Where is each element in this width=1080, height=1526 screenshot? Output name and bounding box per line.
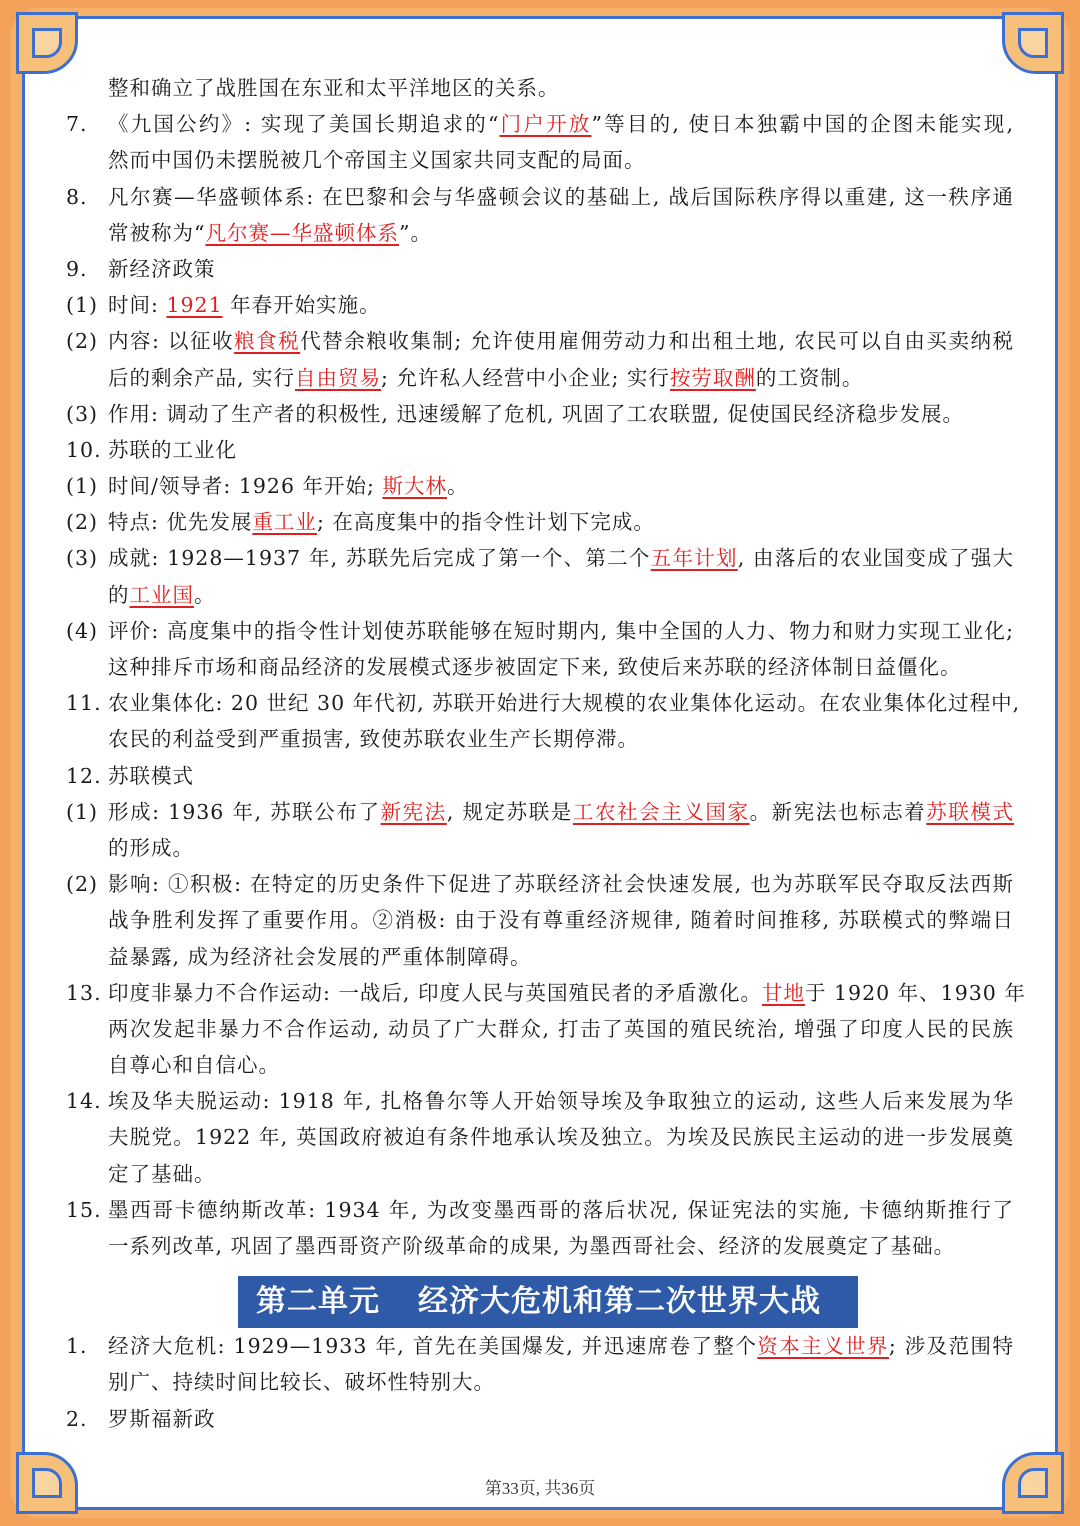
text-line [66,323,1014,359]
text-line [66,396,1014,432]
text-run: 时间/领导者: 1926 年开始; [108,474,383,499]
item-number: (3) [66,401,99,426]
line-text [108,1083,1014,1119]
line-text [108,866,1014,902]
text-line [66,1119,1014,1155]
text-line [66,758,1014,794]
item-number: 11. [66,691,102,716]
text-run: 成就: 1928—1937 年, 苏联先后完成了第一个、第二个 [108,546,651,571]
line-text [108,577,216,613]
line-text [108,758,194,794]
item-number: (4) [66,618,99,643]
line-text [108,1192,1014,1228]
text-run: 。 [446,474,469,499]
text-run: , 由落后的农业国变成了强大 [737,546,1014,571]
item-number: (2) [66,872,99,897]
text-run: 常被称为“ [108,220,206,245]
key-term: 新宪法 [380,799,447,824]
text-line [66,685,1021,721]
text-line [66,902,1014,938]
text-run: 代替余粮收集制; 允许使用雇佣劳动力和出租土地, 农民可以自由买卖纳税 [300,329,1014,354]
text-run: 年春开始实施。 [222,293,381,318]
document-body [66,70,1026,1437]
text-run: 时间: [108,293,167,318]
text-run: 两次发起非暴力不合作运动, 动员了广大群众, 打击了英国的殖民统治, 增强了印度人民的民族 [108,1016,1014,1041]
text-run: 凡尔赛—华盛顿体系: 在巴黎和会与华盛顿会议的基础上, 战后国际秩序得以重建, 这一秩序通 [108,184,1014,209]
text-run: 的形成。 [108,835,194,860]
item-number: 8. [66,184,88,209]
text-run: 后的剩余产品, 实行 [108,365,296,390]
item-number: 12. [66,763,102,788]
key-term: 工业国 [129,582,194,607]
text-run: 苏联的工业化 [108,437,237,462]
text-line [66,468,1014,504]
text-run: 经济大危机: 1929—1933 年, 首先在美国爆发, 并迅速席卷了整个 [108,1334,758,1359]
key-term: 自由贸易 [295,365,382,390]
text-line [66,287,1014,323]
text-line [66,179,1014,215]
text-line [66,1083,1014,1119]
text-run: 埃及华夫脱运动: 1918 年, 扎格鲁尔等人开始领导埃及争取独立的运动, 这些人后来发展为华 [108,1089,1014,1114]
line-text [108,142,646,178]
line-text [108,975,1026,1011]
item-number: (3) [66,546,99,571]
item-number: 14. [66,1089,102,1114]
item-number: 10. [66,437,102,462]
text-line [66,830,1014,866]
key-term: 工农社会主义国家 [572,799,750,824]
page-footer: 第33页, 共36页 [484,1479,596,1498]
line-text [108,106,1014,142]
key-term: 凡尔赛—华盛顿体系 [205,220,399,245]
unit-title: 经济大危机和第二次世界大战 [418,1284,821,1320]
text-run: 内容: 以征收 [108,329,235,354]
text-line [66,866,1014,902]
text-run: 作用: 调动了生产者的积极性, 迅速缓解了危机, 巩固了工农联盟, 促使国民经济稳步发展。 [108,401,965,426]
line-text [108,649,962,685]
unit-banner-wrap [66,1264,1014,1328]
text-line [66,1228,1014,1264]
line-text [108,360,863,396]
text-line [66,360,1014,396]
item-number: (2) [66,329,99,354]
key-term: 门户开放 [499,112,592,137]
unit-number: 第二单元 [256,1284,380,1320]
line-text [108,613,1014,649]
item-number: 9. [66,256,88,281]
text-line [66,251,1014,287]
line-text [108,1401,216,1437]
text-run: 新经济政策 [108,256,216,281]
text-line [66,649,1014,685]
key-term: 甘地 [761,980,805,1005]
item-number: 1. [66,1334,88,1359]
text-run: 苏联模式 [108,763,194,788]
text-line [66,1328,1014,1364]
line-text [108,1047,280,1083]
text-run: 《九国公约》: 实现了美国长期追求的“ [108,112,500,137]
text-line [66,577,1014,613]
key-term: 斯大林 [382,474,447,499]
text-run: 。新宪法也标志着 [749,799,927,824]
text-run: ”。 [398,220,432,245]
text-line [66,613,1014,649]
key-term: 苏联模式 [926,799,1015,824]
line-text [108,902,1014,938]
line-text [108,685,1021,721]
item-number: 13. [66,980,102,1005]
text-run: 农民的利益受到严重损害, 致使苏联农业生产长期停滞。 [108,727,640,752]
line-text [108,540,1014,576]
text-run: 评价: 高度集中的指令性计划使苏联能够在短时期内, 集中全国的人力、物力和财力实现工业化; [108,618,1014,643]
text-run: 墨西哥卡德纳斯改革: 1934 年, 为改变墨西哥的落后状况, 保证宪法的实施, 卡德纳斯推行了 [108,1197,1014,1222]
text-run: 整和确立了战胜国在东亚和太平洋地区的关系。 [108,76,560,100]
line-text [108,70,560,106]
text-run: 战争胜利发挥了重要作用。②消极: 由于没有尊重经济规律, 随着时间推移, 苏联模式的弊端日 [108,908,1014,933]
section-unit-two [66,1328,1014,1437]
text-line [66,106,1014,142]
unit-banner [238,1276,858,1328]
line-text [108,939,532,975]
item-number: (2) [66,510,99,535]
text-run: 影响: ①积极: 在特定的历史条件下促进了苏联经济社会快速发展, 也为苏联军民夺取反法西斯 [108,872,1014,897]
text-run: , 规定苏联是 [446,799,573,824]
line-text [108,1156,216,1192]
text-line [66,794,1014,830]
line-text [108,287,381,323]
line-text [108,432,237,468]
key-term: 重工业 [252,510,317,535]
line-text [108,830,194,866]
text-run: 形成: 1936 年, 苏联公布了 [108,799,381,824]
line-text [108,1328,1014,1364]
text-run: 然而中国仍未摆脱被几个帝国主义国家共同支配的局面。 [108,148,646,173]
line-text [108,396,964,432]
text-line [66,1401,1014,1437]
text-run: ; 涉及范围特 [888,1334,1014,1359]
text-run: 的 [108,582,130,607]
text-run: 别广、持续时间比较长、破坏性特别大。 [108,1370,495,1395]
text-line [66,70,1014,106]
text-line [66,215,1014,251]
text-run: 自尊心和自信心。 [108,1053,280,1078]
line-text [108,468,468,504]
text-run: 。 [194,582,216,607]
text-run: 定了基础。 [108,1161,216,1186]
text-line [66,142,1014,178]
line-text [108,504,655,540]
text-line [66,540,1014,576]
text-run: ”等目的, 使日本独霸中国的企图未能实现, [591,112,1014,137]
text-run: 这种排斥市场和商品经济的发展模式逐步被固定下来, 致使后来苏联的经济体制日益僵化。 [108,655,962,679]
text-run: 夫脱党。1922 年, 英国政府被迫有条件地承认埃及独立。为埃及民族民主运动的进一步发展奠 [108,1125,1014,1150]
item-number: (1) [66,474,99,499]
line-text [108,179,1014,215]
text-line [66,939,1014,975]
line-text [108,1011,1014,1047]
line-text [108,251,216,287]
text-line [66,1011,1014,1047]
key-term: 资本主义世界 [757,1334,889,1359]
key-term: 粮食税 [234,329,301,354]
key-term: 按劳取酬 [669,365,756,390]
key-term: 1921 [166,293,223,318]
line-text [108,323,1014,359]
text-run: 罗斯福新政 [108,1406,216,1431]
text-line [66,975,1026,1011]
text-run: 特点: 优先发展 [108,510,253,535]
item-number: 15. [66,1197,102,1222]
text-run: 于 1920 年、1930 年 [804,980,1026,1005]
text-run: 一系列改革, 巩固了墨西哥资产阶级革命的成果, 为墨西哥社会、经济的发展奠定了基础。 [108,1234,956,1258]
line-text [108,794,1014,830]
line-text [108,1228,955,1264]
section-unit-one [66,70,1026,1264]
item-number: (1) [66,293,99,318]
key-term: 五年计划 [650,546,738,571]
text-line [66,1047,1014,1083]
text-run: ; 在高度集中的指令性计划下完成。 [316,510,655,535]
item-number: 7. [66,112,88,137]
text-run: 益暴露, 成为经济社会发展的严重体制障碍。 [108,944,532,969]
text-run: 农业集体化: 20 世纪 30 年代初, 苏联开始进行大规模的农业集体化运动。在农业集体化过程中, [108,691,1021,716]
text-line [66,432,1014,468]
text-line [66,721,1014,757]
line-text [108,721,639,757]
text-line [66,1364,1014,1400]
text-line [66,1156,1014,1192]
text-run: 的工资制。 [755,365,864,390]
text-line [66,504,1014,540]
line-text [108,1119,1014,1155]
item-number: (1) [66,799,99,824]
text-line [66,1192,1014,1228]
text-run: ; 允许私人经营中小企业; 实行 [381,365,670,390]
text-run: 印度非暴力不合作运动: 一战后, 印度人民与英国殖民者的矛盾激化。 [108,980,762,1005]
line-text [108,215,432,251]
item-number: 2. [66,1406,88,1431]
line-text [108,1364,495,1400]
